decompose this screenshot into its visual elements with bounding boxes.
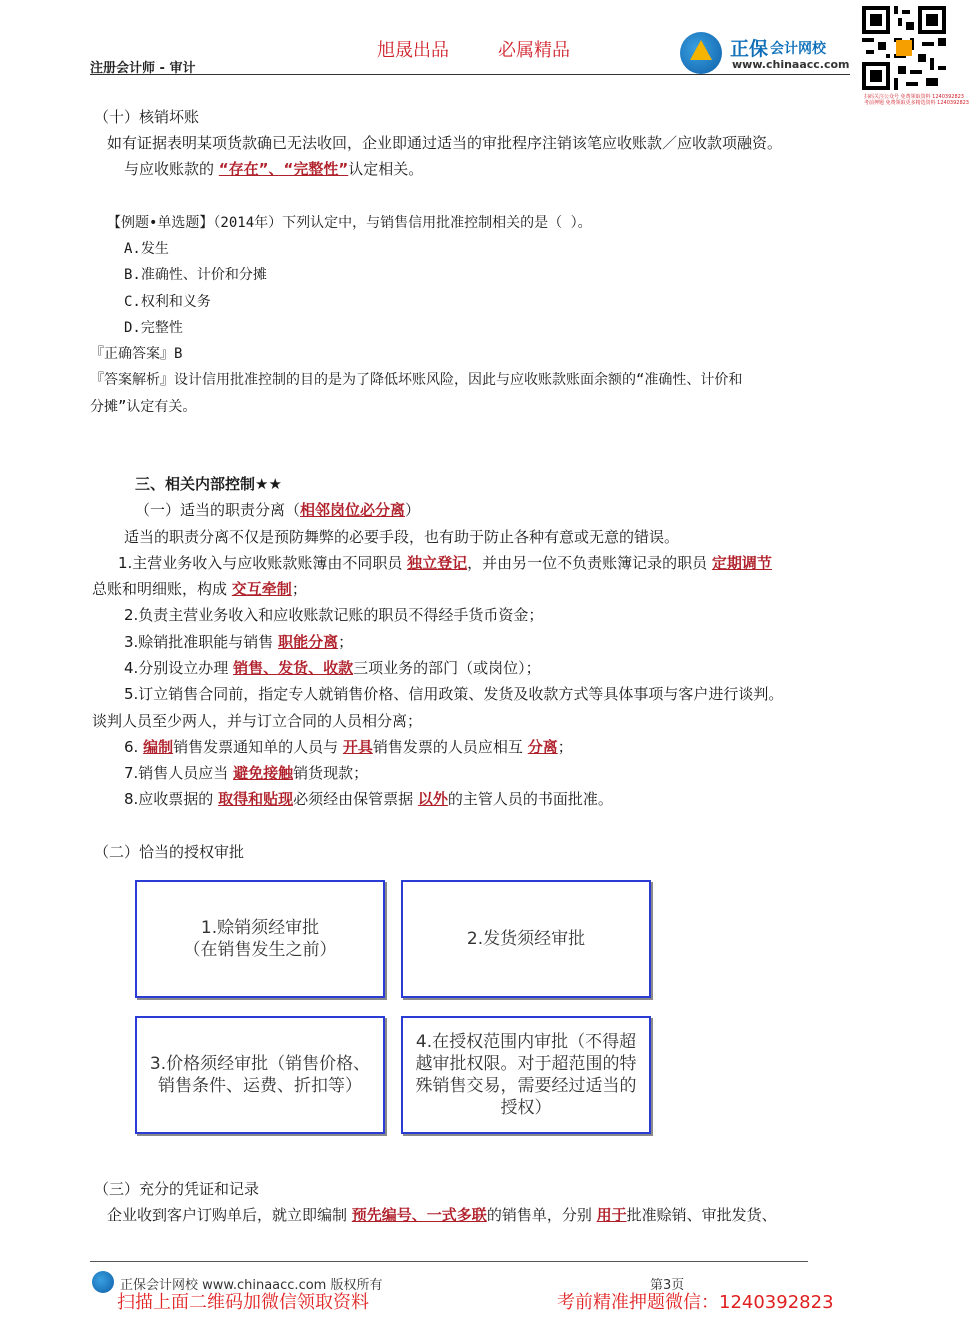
section-ten-para-1: 如有证据表明某项货款确已无法收回，企业即通过适当的审批程序注销该笔应收账款／应收款项融资。 (107, 134, 783, 152)
header-slogan-right: 必属精品 (498, 40, 570, 61)
example-option-b: B.准确性、计价和分摊 (124, 267, 267, 283)
approval-box-authority (401, 1016, 651, 1134)
para-text: 三项业务的部门（或岗位）； (353, 659, 541, 677)
box-line: 授权） (500, 1098, 552, 1118)
example-option-d: D.完整性 (124, 320, 183, 336)
footer-promo-right: 考前精准押题微信：1240392823 (557, 1292, 834, 1313)
para-text: 企业收到客户订购单后，就立即编制 (107, 1206, 348, 1224)
item-3 (124, 632, 353, 652)
example-analysis-1: 『答案解析』设计信用批准控制的目的是为了降低坏账风险，因此与应收账款账面余额的“准确性、计价和 (90, 372, 743, 388)
emphasis-term: 分离 (527, 738, 558, 756)
footer-copyright: 正保会计网校 www.chinaacc.com 版权所有 (120, 1278, 383, 1293)
approval-box-pricing (135, 1016, 385, 1134)
qr-note-2: 考前押题 免费领取更多精选资料 1240392823 (864, 100, 969, 106)
emphasis-term: 开具 (342, 738, 373, 756)
qr-code-icon (862, 6, 946, 90)
para-text: 销售发票通知单的人员与 (173, 738, 339, 756)
subsection-one-title (135, 500, 420, 520)
para-text: 7.销售人员应当 (124, 764, 229, 782)
para-text: 3.赊销批准职能与销售 (124, 633, 274, 651)
emphasis-term: 定期调节 (711, 554, 772, 572)
emphasis-term: 以外 (417, 790, 448, 808)
box-line: （在销售发生之前） (183, 940, 337, 960)
box-line: 4.在授权范围内审批（不得超 (415, 1032, 637, 1052)
brand-name-sub: 会计网校 (770, 41, 826, 57)
emphasis-term: “存在”、“完整性” (218, 160, 349, 178)
box-content (467, 928, 585, 950)
item-1-line-2 (92, 579, 307, 599)
footer-rule (90, 1261, 808, 1262)
para-text: 8.应收票据的 (124, 790, 214, 808)
box-content (150, 1053, 370, 1097)
item-1-line-1 (118, 553, 772, 573)
item-6 (124, 737, 573, 757)
para-text: （一）适当的职责分离（ (135, 501, 301, 519)
box-line: 3.价格须经审批（销售价格、 (149, 1054, 371, 1074)
para-text: 认定相关。 (348, 160, 424, 178)
emphasis-term: 取得和贴现 (218, 790, 294, 808)
emphasis-term: 职能分离 (278, 633, 339, 651)
qr-note-1: 扫码关注公众号 免费领取资料 1240392823 (864, 94, 964, 100)
para-text: ） (405, 501, 421, 519)
subsection-three-title: （三）充分的凭证和记录 (94, 1180, 260, 1198)
box-line: 销售条件、运费、折扣等） (157, 1076, 362, 1096)
para-text: 销售发票的人员应相互 (372, 738, 523, 756)
emphasis-term: 交互牵制 (231, 580, 292, 598)
header-course-title: 注册会计师 - 审计 (90, 61, 196, 76)
box-line: 2.发货须经审批 (466, 929, 586, 949)
box-line: 越审批权限。对于超范围的特 (415, 1054, 637, 1074)
footer-page-number: 第3页 (650, 1278, 685, 1293)
example-analysis-2: 分摊”认定有关。 (90, 399, 197, 415)
box-line: 殊销售交易，需要经过适当的 (415, 1076, 637, 1096)
example-answer: 『正确答案』B (90, 346, 183, 362)
brand-url: www.chinaacc.com (732, 58, 850, 71)
approval-box-shipping (401, 880, 651, 998)
para-text: ； (338, 633, 354, 651)
header-rule (90, 74, 850, 75)
footer-logo-icon (92, 1271, 114, 1293)
emphasis-term: 避免接触 (233, 764, 294, 782)
para-text: 4.分别设立办理 (124, 659, 229, 677)
example-option-a: A.发生 (124, 241, 169, 257)
para-text: 与应收账款的 (124, 160, 215, 178)
para-text: ，并由另一位不负责账簿记录的职员 (467, 554, 708, 572)
section-ten-para-2 (124, 159, 423, 179)
subsection-two-title: （二）恰当的授权审批 (94, 843, 245, 861)
brand-name: 正保 (730, 38, 769, 60)
approval-box-credit (135, 880, 385, 998)
para-text: 的主管人员的书面批准。 (447, 790, 613, 808)
emphasis-term: 编制 (143, 738, 174, 756)
box-content (416, 1031, 637, 1119)
item-7 (124, 763, 368, 783)
brand-logo-mark-icon (690, 40, 712, 60)
subsection-one-intro: 适当的职责分离不仅是预防舞弊的必要手段，也有助于防止各种有意或无意的错误。 (124, 528, 680, 546)
emphasis-term: 独立登记 (407, 554, 468, 572)
footer-promo-left: 扫描上面二维码加微信领取资料 (117, 1292, 369, 1313)
subsection-three-para (107, 1205, 777, 1225)
example-option-c: C.权利和义务 (124, 294, 211, 310)
item-2: 2.负责主营业务收入和应收账款记账的职员不得经手货币资金； (124, 606, 544, 624)
section-ten-title: （十）核销坏账 (94, 108, 200, 126)
emphasis-term: 销售、发货、收款 (233, 659, 354, 677)
para-text: 总账和明细账，构成 (92, 580, 228, 598)
emphasis-term: 用于 (596, 1206, 627, 1224)
para-text: 销货现款； (293, 764, 369, 782)
section-three-title: 三、相关内部控制★★ (135, 475, 282, 493)
para-text: 1.主营业务收入与应收账款账簿由不同职员 (118, 554, 403, 572)
header-slogan-left: 旭晟出品 (377, 40, 449, 61)
item-5-line-1: 5.订立销售合同前，指定专人就销售价格、信用政策、发货及收款方式等具体事项与客户进行谈判。 (124, 685, 784, 703)
para-text: 6. (124, 738, 139, 756)
item-5-line-2: 谈判人员至少两人，并与订立合同的人员相分离； (92, 712, 423, 730)
para-text: 必须经由保管票据 (293, 790, 414, 808)
para-text: ； (291, 580, 307, 598)
item-4 (124, 658, 541, 678)
para-text: 的销售单，分别 (486, 1206, 592, 1224)
box-line: 1.赊销须经审批 (200, 918, 320, 938)
box-content (184, 917, 337, 961)
para-text: ； (557, 738, 573, 756)
example-question: 【例题•单选题】（2014年）下列认定中，与销售信用批准控制相关的是（ ）。 (107, 215, 592, 231)
item-8 (124, 789, 613, 809)
emphasis-term: 相邻岗位必分离 (300, 501, 406, 519)
para-text: 批准赊销、审批发货、 (626, 1206, 777, 1224)
emphasis-term: 预先编号、一式多联 (351, 1206, 487, 1224)
